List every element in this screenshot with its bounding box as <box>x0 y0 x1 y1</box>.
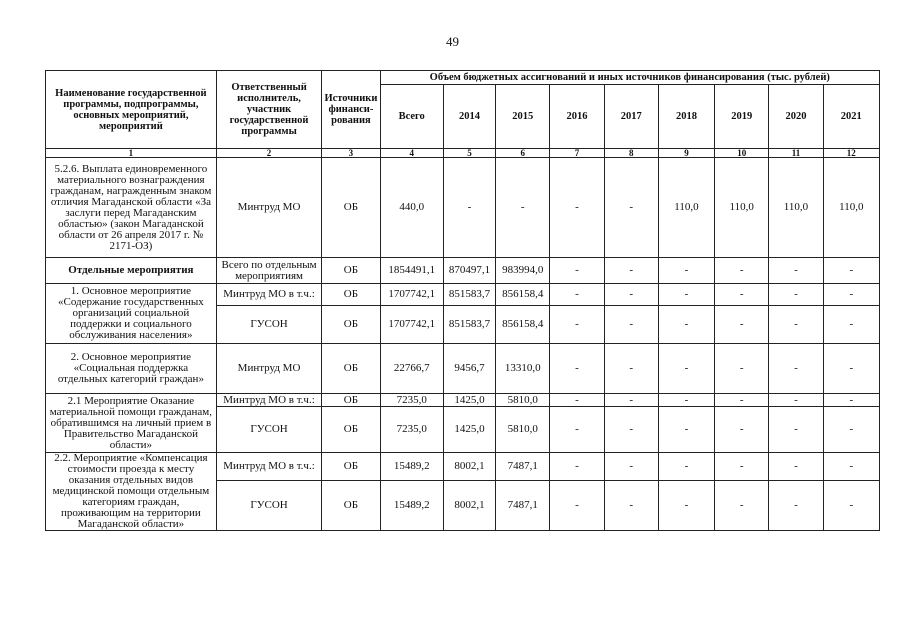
row-value: 1707742,1 <box>380 284 443 306</box>
row-value: - <box>604 453 658 481</box>
row-value: - <box>823 394 879 407</box>
column-number: 9 <box>658 149 714 158</box>
row-executor: ГУСОН <box>216 306 321 344</box>
row-executor: Минтруд МО <box>216 344 321 394</box>
row-value: 8002,1 <box>443 453 495 481</box>
row-value: - <box>658 344 714 394</box>
row-value: - <box>550 258 604 284</box>
row-value: - <box>715 394 769 407</box>
header-year: 2016 <box>550 85 604 149</box>
row-value: - <box>823 344 879 394</box>
row-value: - <box>769 481 823 531</box>
row-value: - <box>550 158 604 258</box>
row-value: - <box>604 158 658 258</box>
row-name: 2. Основное мероприятие «Социальная поддержка отдельных категорий граждан» <box>46 344 217 394</box>
header-year: 2021 <box>823 85 879 149</box>
row-value: 856158,4 <box>496 284 550 306</box>
row-value: - <box>604 407 658 453</box>
header-volume: Объем бюджетных ассигнований и иных источников финансирования (тыс. рублей) <box>380 71 879 85</box>
row-executor: Всего по отдельным мероприятиям <box>216 258 321 284</box>
row-value: - <box>715 407 769 453</box>
row-value: 7487,1 <box>496 453 550 481</box>
row-name: 5.2.6. Выплата единовременного материального вознаграждения гражданам, награжденным знаком отличия Магаданской области «За заслуги перед Магаданским областью» (закон Магаданской области от 26 апреля 2017 г. № 2171-ОЗ) <box>46 158 217 258</box>
row-value: 7487,1 <box>496 481 550 531</box>
row-value: - <box>658 306 714 344</box>
column-number: 11 <box>769 149 823 158</box>
row-value: - <box>658 284 714 306</box>
row-value: - <box>550 394 604 407</box>
row-value: - <box>604 284 658 306</box>
row-source: ОБ <box>322 407 380 453</box>
row-value: 22766,7 <box>380 344 443 394</box>
table-row <box>46 158 880 258</box>
header-year: 2020 <box>769 85 823 149</box>
row-value: - <box>715 344 769 394</box>
column-number: 6 <box>496 149 550 158</box>
row-value: - <box>604 394 658 407</box>
row-value: 110,0 <box>658 158 714 258</box>
row-value: 440,0 <box>380 158 443 258</box>
row-value: - <box>769 394 823 407</box>
row-executor: Минтруд МО в т.ч.: <box>216 453 321 481</box>
column-number: 12 <box>823 149 879 158</box>
row-value: 110,0 <box>823 158 879 258</box>
row-value: 5810,0 <box>496 407 550 453</box>
row-value: - <box>658 394 714 407</box>
row-executor: Минтруд МО в т.ч.: <box>216 284 321 306</box>
row-value: 13310,0 <box>496 344 550 394</box>
row-source: ОБ <box>322 158 380 258</box>
row-source: ОБ <box>322 394 380 407</box>
row-value: 983994,0 <box>496 258 550 284</box>
row-value: - <box>715 258 769 284</box>
row-value: 15489,2 <box>380 453 443 481</box>
row-value: - <box>823 407 879 453</box>
row-executor: ГУСОН <box>216 407 321 453</box>
header-name: Наименование государственной программы, подпрограммы, основных мероприятий, мероприятий <box>46 71 217 149</box>
row-value: - <box>604 481 658 531</box>
row-value: - <box>823 258 879 284</box>
row-value: 7235,0 <box>380 407 443 453</box>
row-value: - <box>604 258 658 284</box>
page-number: 49 <box>446 34 459 49</box>
row-value: - <box>769 453 823 481</box>
row-value: - <box>550 344 604 394</box>
row-source: ОБ <box>322 258 380 284</box>
row-value: - <box>715 284 769 306</box>
row-source: ОБ <box>322 453 380 481</box>
row-value: - <box>604 344 658 394</box>
row-value: - <box>658 453 714 481</box>
row-value: - <box>823 284 879 306</box>
row-value: 15489,2 <box>380 481 443 531</box>
header-year: 2017 <box>604 85 658 149</box>
row-value: - <box>550 306 604 344</box>
row-value: 1854491,1 <box>380 258 443 284</box>
table-row <box>46 258 880 284</box>
column-number: 10 <box>715 149 769 158</box>
row-value: - <box>769 306 823 344</box>
row-value: - <box>715 481 769 531</box>
row-value: - <box>658 407 714 453</box>
column-number: 5 <box>443 149 495 158</box>
row-value: - <box>496 158 550 258</box>
table-row <box>46 453 880 481</box>
row-value: 1425,0 <box>443 407 495 453</box>
row-value: - <box>443 158 495 258</box>
row-source: ОБ <box>322 284 380 306</box>
row-value: - <box>715 306 769 344</box>
column-number: 3 <box>322 149 380 158</box>
row-value: 110,0 <box>769 158 823 258</box>
row-value: - <box>658 258 714 284</box>
row-name: 2.2. Мероприятие «Компенсация стоимости проезда к месту оказания отдельных видов медицинской помощи отдельным категориям граждан, проживающим на территории Магаданской области» <box>46 453 217 531</box>
row-value: 851583,7 <box>443 306 495 344</box>
column-number: 4 <box>380 149 443 158</box>
row-value: 1707742,1 <box>380 306 443 344</box>
row-value: - <box>715 453 769 481</box>
row-value: 5810,0 <box>496 394 550 407</box>
row-value: 7235,0 <box>380 394 443 407</box>
row-value: 851583,7 <box>443 284 495 306</box>
header-year: 2014 <box>443 85 495 149</box>
table-row <box>46 394 880 407</box>
row-value: - <box>769 344 823 394</box>
header-source: Источники финанси-рования <box>322 71 380 149</box>
budget-table <box>45 70 880 531</box>
table-row <box>46 284 880 306</box>
row-source: ОБ <box>322 344 380 394</box>
row-name: Отдельные мероприятия <box>46 258 217 284</box>
column-number: 1 <box>46 149 217 158</box>
column-number: 7 <box>550 149 604 158</box>
header-year: 2019 <box>715 85 769 149</box>
row-value: 856158,4 <box>496 306 550 344</box>
column-number: 2 <box>216 149 321 158</box>
row-source: ОБ <box>322 306 380 344</box>
row-value: - <box>769 284 823 306</box>
row-value: 9456,7 <box>443 344 495 394</box>
row-value: - <box>823 481 879 531</box>
row-value: - <box>550 407 604 453</box>
header-year: 2018 <box>658 85 714 149</box>
row-value: - <box>769 258 823 284</box>
header-executor: Ответственный исполнитель, участник государственной программы <box>216 71 321 149</box>
row-value: - <box>823 306 879 344</box>
row-value: - <box>658 481 714 531</box>
row-value: - <box>550 453 604 481</box>
column-number-row <box>46 149 880 158</box>
row-name: 2.1 Мероприятие Оказание материальной помощи гражданам, обратившимся на личный прием в Правительство Магаданской области» <box>46 394 217 453</box>
row-value: - <box>823 453 879 481</box>
row-name: 1. Основное мероприятие «Содержание государственных организаций социальной поддержки и социального обслуживания населения» <box>46 284 217 344</box>
table-row <box>46 344 880 394</box>
row-value: - <box>550 481 604 531</box>
row-value: - <box>604 306 658 344</box>
column-number: 8 <box>604 149 658 158</box>
header-total: Всего <box>380 85 443 149</box>
header-year: 2015 <box>496 85 550 149</box>
row-value: - <box>550 284 604 306</box>
row-value: 870497,1 <box>443 258 495 284</box>
row-executor: Минтруд МО <box>216 158 321 258</box>
row-executor: ГУСОН <box>216 481 321 531</box>
row-value: - <box>769 407 823 453</box>
row-value: 1425,0 <box>443 394 495 407</box>
row-source: ОБ <box>322 481 380 531</box>
row-value: 8002,1 <box>443 481 495 531</box>
row-value: 110,0 <box>715 158 769 258</box>
row-executor: Минтруд МО в т.ч.: <box>216 394 321 407</box>
